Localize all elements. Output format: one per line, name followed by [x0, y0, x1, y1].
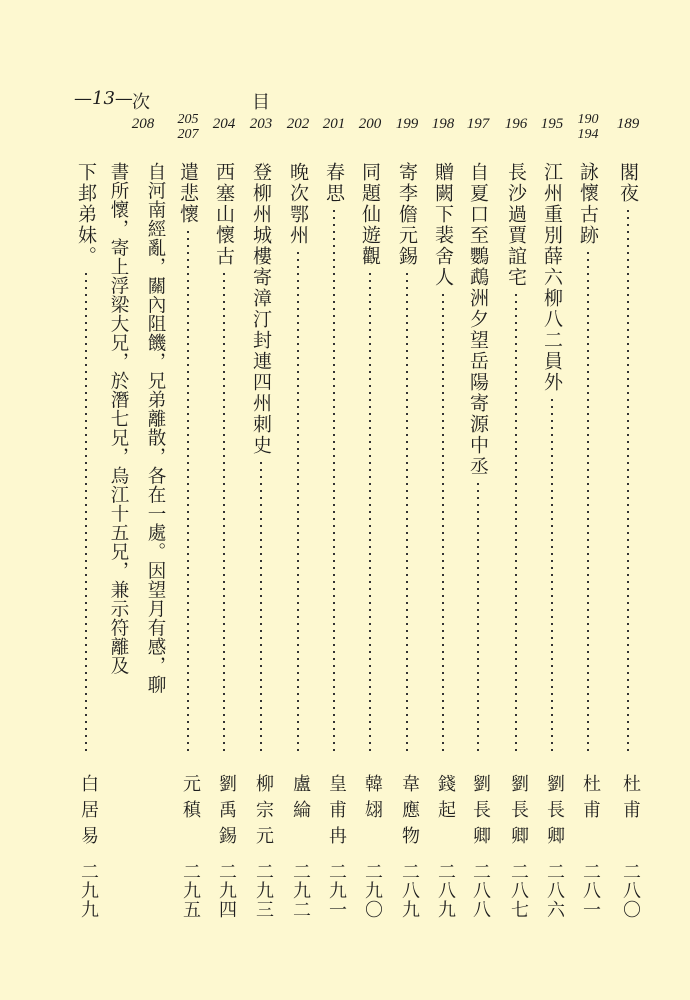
poem-number-value: 197 [466, 116, 490, 132]
entry-title: 寄李儋元錫 [396, 162, 418, 267]
dot-leader [406, 273, 408, 756]
entry-page: 二八〇 [620, 862, 641, 919]
entry-title: 遣悲懷 [177, 162, 199, 225]
entry-author: 韋應物 [399, 774, 420, 852]
entry-body [319, 162, 349, 762]
poem-number-value: 204 [212, 116, 236, 132]
entry-page: 二九〇 [362, 862, 383, 919]
entry-author: 柳宗元 [253, 774, 274, 852]
poem-number [350, 116, 390, 132]
dot-leader [477, 483, 479, 756]
header-title-left: 次 [132, 92, 150, 113]
entry-title: 贈闕下裴舍人 [432, 162, 454, 288]
entry-title: 閣夜 [617, 162, 639, 204]
entry-body [428, 162, 458, 762]
entry-page: 二九五 [180, 862, 201, 919]
entry-author: 劉禹錫 [216, 774, 237, 852]
entry-author: 盧綸 [290, 774, 311, 826]
toc-entry [246, 162, 276, 922]
entry-title-line: 書所懷，寄上浮梁大兄，於潛七兄，烏江十五兄，兼示符離及 [108, 162, 129, 675]
poem-number [168, 112, 208, 142]
poem-number-value: 205 [177, 112, 199, 127]
dot-leader [551, 399, 553, 756]
entry-body [355, 162, 385, 762]
entry-page: 二九四 [216, 862, 237, 919]
dot-leader [333, 210, 335, 756]
poem-number-value: 195 [540, 116, 564, 132]
page-folio: —13— [74, 88, 133, 109]
poem-number-value: 201 [322, 116, 346, 132]
header-title-right: 目 [252, 92, 270, 113]
entry-body [283, 162, 313, 762]
toc-entry [573, 162, 603, 922]
toc-entry [319, 162, 349, 922]
entry-title-line: 自河南經亂，關內阻饑，兄弟離散，各在一處。因望月有感，聊 [145, 162, 166, 694]
poem-number-value-2: 194 [577, 127, 599, 142]
poem-number [458, 116, 498, 132]
entry-body [537, 162, 567, 762]
entry-body [173, 162, 203, 762]
entry-title: 登柳州城樓寄漳汀封連四州刺史 [250, 162, 272, 456]
dot-leader [297, 252, 299, 756]
toc-entry [355, 162, 385, 922]
entry-body [573, 162, 603, 762]
dot-leader [260, 462, 262, 756]
poem-number [423, 116, 463, 132]
entry-author: 元稹 [180, 774, 201, 826]
poem-number-value: 200 [358, 116, 382, 132]
entry-author: 皇甫冉 [326, 774, 347, 852]
poem-number-value: 202 [286, 116, 310, 132]
entry-body [103, 162, 133, 762]
entry-body [613, 162, 643, 762]
entry-author: 杜甫 [580, 774, 601, 826]
poem-number [123, 116, 163, 132]
entry-author: 劉長卿 [470, 774, 491, 852]
entry-page: 二九二 [290, 862, 311, 919]
toc-entry [463, 162, 493, 922]
dot-leader [223, 273, 225, 756]
poem-number-value: 198 [431, 116, 455, 132]
entry-title: 江州重別薛六柳八二員外 [541, 162, 563, 393]
dot-leader [515, 294, 517, 756]
entry-page: 二八九 [435, 862, 456, 919]
entry-author: 杜甫 [620, 774, 641, 826]
poem-number [204, 116, 244, 132]
entry-title: 自夏口至鸚鵡洲夕望岳陽寄源中丞 [467, 162, 489, 477]
poem-number-value: 208 [131, 116, 155, 132]
toc-entry [283, 162, 313, 922]
toc-entry [173, 162, 203, 922]
dot-leader [187, 231, 189, 756]
entry-title: 詠懷古跡 [577, 162, 599, 246]
poem-number-value: 190 [577, 112, 599, 127]
poem-number [532, 116, 572, 132]
entry-title: 西塞山懷古 [213, 162, 235, 267]
entry-body [463, 162, 493, 762]
toc-entry [537, 162, 567, 922]
poem-number [608, 116, 648, 132]
entry-author: 白居易 [78, 774, 99, 852]
entry-title: 春思 [323, 162, 345, 204]
poem-number [241, 116, 281, 132]
poem-number-value: 203 [249, 116, 273, 132]
dot-leader [587, 252, 589, 756]
dot-leader [442, 294, 444, 756]
entry-body [71, 162, 101, 762]
entry-page: 二九一 [326, 862, 347, 919]
entry-body [501, 162, 531, 762]
entry-page: 二八六 [544, 862, 565, 919]
poem-number [278, 116, 318, 132]
dot-leader [85, 273, 87, 756]
entry-author: 韓翃 [362, 774, 383, 826]
poem-number-value: 199 [395, 116, 419, 132]
poem-number-value-2: 207 [177, 127, 199, 142]
poem-number [387, 116, 427, 132]
entry-body [392, 162, 422, 762]
toc-entry [392, 162, 422, 922]
entry-body [246, 162, 276, 762]
entry-title: 同題仙遊觀 [359, 162, 381, 267]
dot-leader [369, 273, 371, 756]
entry-body [209, 162, 239, 762]
toc-entry [501, 162, 531, 922]
toc-entry-line [140, 162, 170, 922]
toc-entry-line [71, 162, 101, 922]
entry-page: 二九九 [78, 862, 99, 919]
entry-author: 劉長卿 [544, 774, 565, 852]
poem-number [314, 116, 354, 132]
entry-author: 錢起 [435, 774, 456, 826]
poem-number [568, 112, 608, 142]
poem-number-value: 189 [616, 116, 640, 132]
toc-entry [428, 162, 458, 922]
dot-leader [627, 210, 629, 756]
entry-page: 二八七 [508, 862, 529, 919]
entry-page: 二八九 [399, 862, 420, 919]
entry-page: 二八一 [580, 862, 601, 919]
entry-page: 二九三 [253, 862, 274, 919]
entry-page: 二八八 [470, 862, 491, 919]
entry-author: 劉長卿 [508, 774, 529, 852]
entry-body [140, 162, 170, 762]
entry-title-line: 下邽弟妹。 [75, 162, 97, 267]
entry-title: 長沙過賈誼宅 [505, 162, 527, 288]
toc-entry [209, 162, 239, 922]
entry-title: 晚次鄂州 [287, 162, 309, 246]
poem-number [496, 116, 536, 132]
toc-entry [613, 162, 643, 922]
poem-number-value: 196 [504, 116, 528, 132]
toc-entry-line [103, 162, 133, 922]
